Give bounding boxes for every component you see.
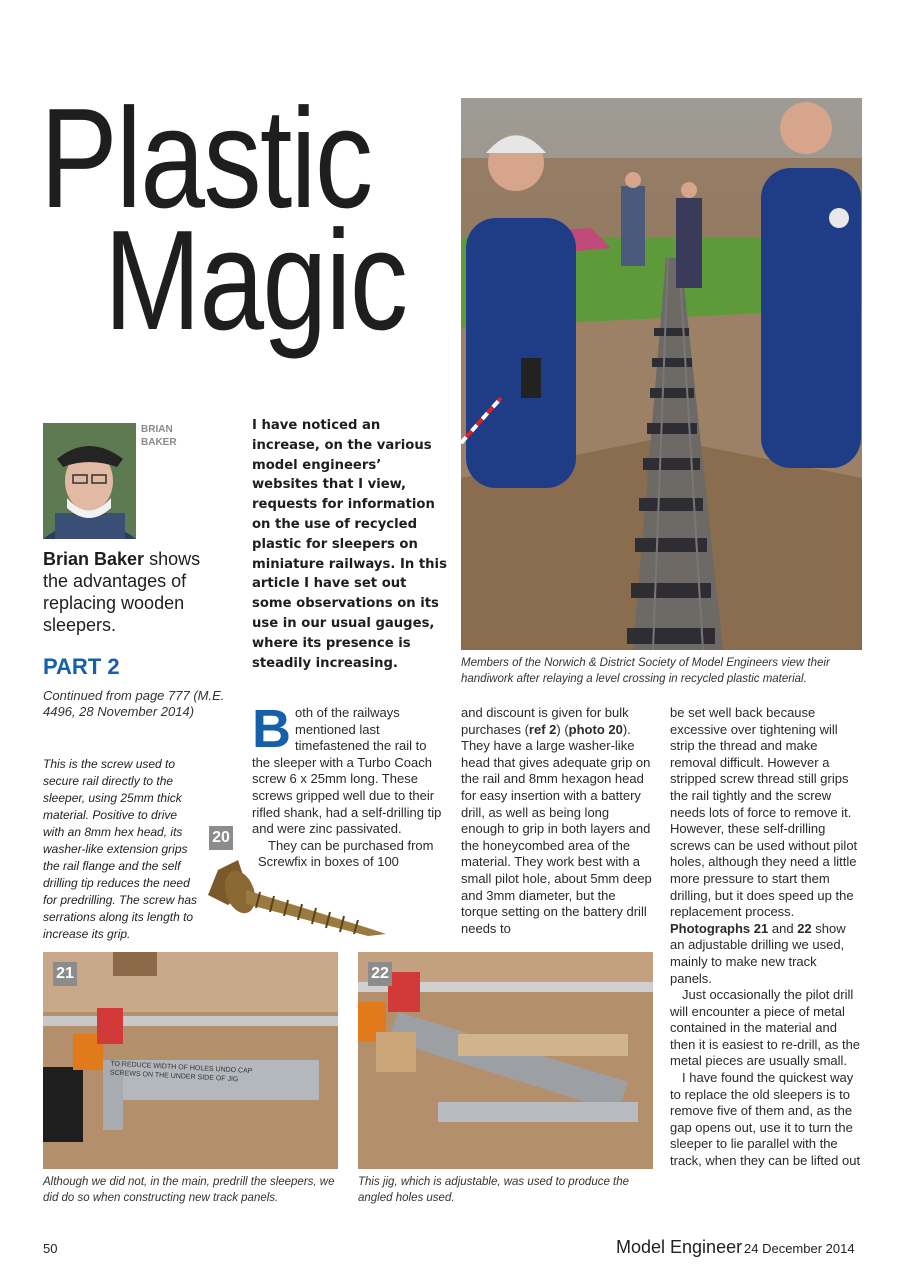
photographs-ref: Photographs 21 — [670, 920, 769, 936]
body-col2-b: ) ( — [556, 721, 569, 737]
main-photo-caption: Members of the Norwich & District Society of Model Engineers view their handiwork after relaying a level crossing in recycled plastic material. — [461, 657, 830, 685]
body-col3-b: show an adjustable drilling we used, mainly to make new track panels. — [670, 920, 846, 986]
photo-20-badge: 20 — [209, 826, 233, 850]
author-strap: shows the advantages of replacing wooden sleepers. — [43, 549, 201, 635]
body-column-2 — [461, 705, 653, 937]
photo-21-badge: 21 — [53, 962, 77, 986]
author-name: Brian Baker — [43, 549, 145, 569]
photo-21-caption: Although we did not, in the main, predrill the sleepers, we did do so when constructing new track panels. — [43, 1176, 335, 1204]
body-col2-c: ). They have a large washer-like head that gives adequate grip on the rail and 8mm hexagon head for easy insertion with a battery drill, as well as being long enough to grip in both layers and the honeycombed area of the material. They work best with a small pilot hole, about 5mm deep and 3mm diameter, but the torque setting on the battery drill needs to — [461, 721, 652, 936]
author-tag: BRIAN BAKER — [141, 424, 177, 448]
screw-caption: This is the screw used to secure rail directly to the sleeper, using 25mm thick material. Positive to drive with an 8mm hex head, its washer-like extension grips the rail flange and the self drilling tip reduces the need for predrilling. The screw has serrations along its length to increase its grip. — [43, 757, 198, 941]
magazine-name: Model Engineer — [616, 1237, 743, 1257]
main-photo — [461, 98, 862, 650]
body-column-3 — [670, 705, 862, 1170]
jig-label: TO REDUCE WIDTH OF HOLES UNDO CAP SCREWS ON THE UNDER SIDE OF JIG — [109, 1060, 253, 1084]
photo-22-badge: 22 — [368, 962, 392, 986]
photo-21 — [43, 952, 338, 1169]
body-col3-paragraph-3: I have found the quickest way to replace the old sleepers is to remove five of them and, as the gap opens out, use it to turn the sleeper to lie parallel with the track, when they can be lifted out — [670, 1070, 861, 1169]
body-column-1 — [252, 699, 442, 871]
body-col3-a: be set well back because excessive over tightening will strip the thread and make removal difficult. However a stripped screw thread still grips the rail tightly and the screw needs lots of force to remove it. However, these self-drilling screws can be used without pilot holes, although they need a little more pressure to start them drilling, but it does speed up the replacement process. — [670, 705, 858, 920]
ref-2: ref 2 — [528, 721, 557, 737]
part-label: PART 2 — [43, 654, 120, 679]
body-col3-paragraph-1 — [670, 705, 862, 987]
photo-22-caption: This jig, which is adjustable, was used to produce the angled holes used. — [358, 1176, 630, 1204]
issue-date: 24 December 2014 — [744, 1241, 855, 1256]
photo-22 — [358, 952, 653, 1169]
body-col3-paragraph-2: Just occasionally the pilot drill will encounter a piece of metal contained in the material and then it is easiest to re-drill, as the metal pieces are usually small. — [670, 987, 861, 1069]
photo-22-ref: 22 — [797, 920, 812, 936]
body-col3-and: and — [771, 920, 794, 936]
byline — [43, 548, 213, 636]
body-col2-paragraph — [461, 705, 653, 937]
body-col1-text: oth of the railways mentioned last timefastened the rail to the sleeper with a Turbo Coach screw 6 x 25mm long. These screws gripped well due to their rifled shank, had a self-drilling tip and were zinc passivated. — [252, 705, 442, 837]
photo-20-ref: photo 20 — [568, 721, 623, 737]
title-line-1: Plastic — [40, 79, 372, 238]
author-photo — [43, 423, 136, 539]
intro-paragraph: I have noticed an increase, on the various model engineers’ websites that I view, requests for information on the use of recycled plastic for sleepers on miniature railways. In this article I have set out some observations on its use in our usual gauges, where its presence is steadily increasing. — [252, 418, 447, 671]
body-col2-a: and discount is given for bulk purchases ( — [461, 705, 629, 737]
page-number: 50 — [43, 1241, 58, 1256]
body-col1-text-b: They can be purchased from Screwfix in boxes of 100 — [258, 837, 434, 870]
dropcap: B — [252, 699, 291, 759]
continued-note: Continued from page 777 (M.E. 4496, 28 November 2014) — [43, 688, 225, 719]
title-line-2: Magic — [104, 201, 407, 360]
